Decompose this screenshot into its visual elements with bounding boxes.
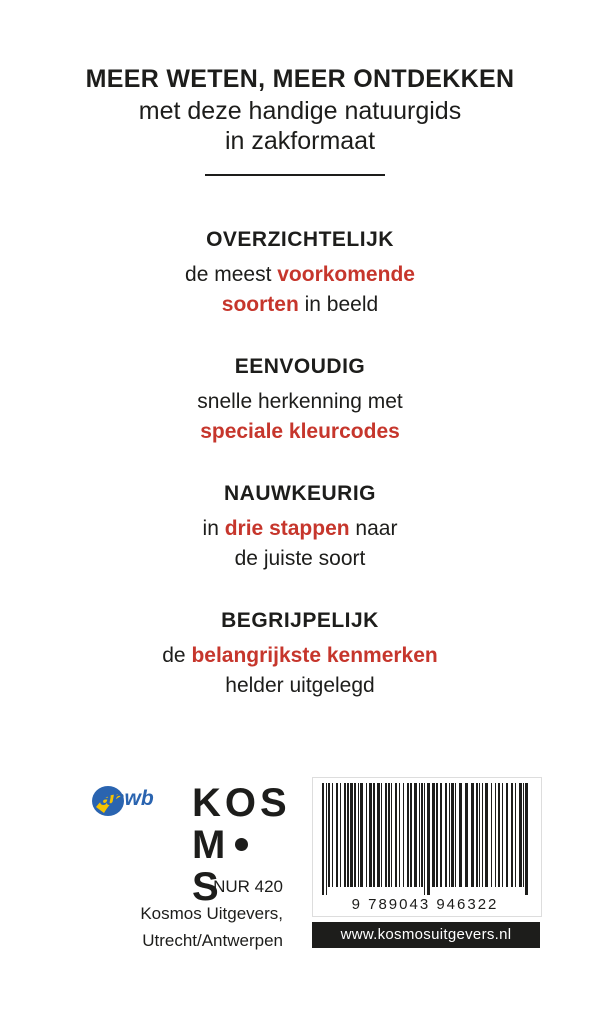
- description-text: de meest: [185, 263, 278, 286]
- barcode-bar: [403, 783, 404, 887]
- barcode-bar: [432, 783, 435, 887]
- barcode-bar: [455, 783, 456, 887]
- barcode-bar: [525, 783, 528, 895]
- barcode-bar: [360, 783, 363, 887]
- isbn-number: 9 789043 946322: [320, 896, 530, 913]
- barcode-bar: [465, 783, 468, 887]
- barcode-bar: [354, 783, 356, 887]
- barcode-bar: [332, 783, 333, 887]
- barcode-bar: [347, 783, 349, 887]
- description-text: helder uitgelegd: [225, 674, 375, 697]
- kosmos-logo-m: M: [192, 823, 230, 867]
- feature-list: [0, 226, 600, 734]
- barcode-bar: [395, 783, 397, 887]
- barcode-bar: [436, 783, 438, 887]
- description-text: in: [202, 517, 225, 540]
- barcode-bar: [373, 783, 375, 887]
- feature-item: [0, 480, 600, 607]
- description-text: de juiste soort: [234, 547, 366, 570]
- feature-title: NAUWKEURIG: [224, 482, 376, 505]
- publisher-info: [60, 873, 283, 954]
- divider: [205, 174, 385, 176]
- kosmos-logo-s: S: [192, 865, 223, 909]
- barcode-icon: [318, 783, 536, 895]
- barcode-bar: [336, 783, 338, 887]
- barcode-bar: [519, 783, 522, 887]
- barcode-bar: [479, 783, 480, 887]
- description-text: naar: [349, 517, 398, 540]
- barcode-bar: [449, 783, 450, 887]
- barcode-bar: [358, 783, 359, 887]
- header: [0, 62, 600, 156]
- barcode-bar: [377, 783, 380, 887]
- barcode-bar: [445, 783, 447, 887]
- description-text: in beeld: [298, 293, 379, 316]
- barcode-bar: [476, 783, 478, 887]
- publisher-location: Utrecht/Antwerpen: [142, 931, 283, 950]
- barcode-bar: [440, 783, 442, 887]
- feature-item: [0, 607, 600, 734]
- barcode-bar: [366, 783, 367, 887]
- barcode-bar: [328, 783, 330, 887]
- publisher-name: Kosmos Uitgevers,: [140, 904, 283, 923]
- barcode-bar: [369, 783, 372, 887]
- feature-description: [0, 641, 600, 701]
- highlight-text: soorten: [221, 293, 299, 316]
- barcode-bar: [451, 783, 454, 887]
- feature-item: [0, 353, 600, 480]
- barcode-bar: [471, 783, 474, 887]
- barcode-bar: [414, 783, 417, 887]
- barcode-bar: [491, 783, 492, 887]
- feature-title: OVERZICHTELIJK: [206, 228, 394, 251]
- highlight-text: speciale kleurcodes: [200, 420, 400, 443]
- feature-description: [0, 387, 600, 447]
- barcode-bar: [427, 783, 430, 895]
- kosmos-logo-row-1: KOS: [192, 781, 291, 825]
- barcode-bar: [511, 783, 513, 887]
- barcode-bar: [388, 783, 390, 887]
- barcode-bar: [407, 783, 409, 887]
- barcode-bar: [459, 783, 462, 887]
- barcode-bar: [495, 783, 496, 887]
- barcode-bar: [381, 783, 382, 887]
- barcode-bar: [515, 783, 516, 887]
- barcode-bar: [421, 783, 423, 887]
- nur-code: NUR 420: [213, 877, 283, 896]
- barcode-bar: [502, 783, 503, 887]
- anwb-logo: [90, 773, 190, 823]
- barcode-bar: [482, 783, 483, 887]
- feature-title: BEGRIJPELIJK: [221, 609, 379, 632]
- barcode-bar: [419, 783, 420, 887]
- description-text: snelle herkenning met: [197, 390, 403, 413]
- barcode-bar: [340, 783, 341, 887]
- barcode-bar: [391, 783, 392, 887]
- barcode-bar: [498, 783, 500, 887]
- feature-description: [0, 514, 600, 574]
- feature-item: [0, 226, 600, 353]
- anwb-logo-icon: [90, 773, 190, 823]
- barcode-bar: [424, 783, 425, 895]
- highlight-text: voorkomende: [277, 263, 415, 286]
- barcode-bar: [326, 783, 327, 895]
- subtitle-line-2: in zakformaat: [224, 127, 376, 155]
- page-title: MEER WETEN, MEER ONTDEKKEN: [85, 65, 515, 93]
- feature-title: EENVOUDIG: [234, 355, 366, 378]
- barcode-bar: [399, 783, 400, 887]
- barcode-bar: [350, 783, 353, 887]
- barcode-bar: [322, 783, 324, 895]
- barcode-bar: [385, 783, 387, 887]
- anwb-logo-text: anwb: [100, 787, 154, 810]
- barcode-bar: [485, 783, 488, 887]
- barcode-bar: [506, 783, 508, 887]
- highlight-text: belangrijkste kenmerken: [191, 644, 438, 667]
- kosmos-dot-icon: [235, 838, 248, 851]
- description-text: de: [162, 644, 192, 667]
- barcode-bar: [410, 783, 412, 887]
- barcode-bar: [344, 783, 346, 887]
- barcode-bar: [523, 783, 524, 887]
- feature-description: [0, 260, 600, 320]
- highlight-text: drie stappen: [224, 517, 350, 540]
- subtitle-line-1: met deze handige natuurgids: [138, 97, 462, 125]
- website-url[interactable]: www.kosmosuitgevers.nl: [312, 922, 540, 948]
